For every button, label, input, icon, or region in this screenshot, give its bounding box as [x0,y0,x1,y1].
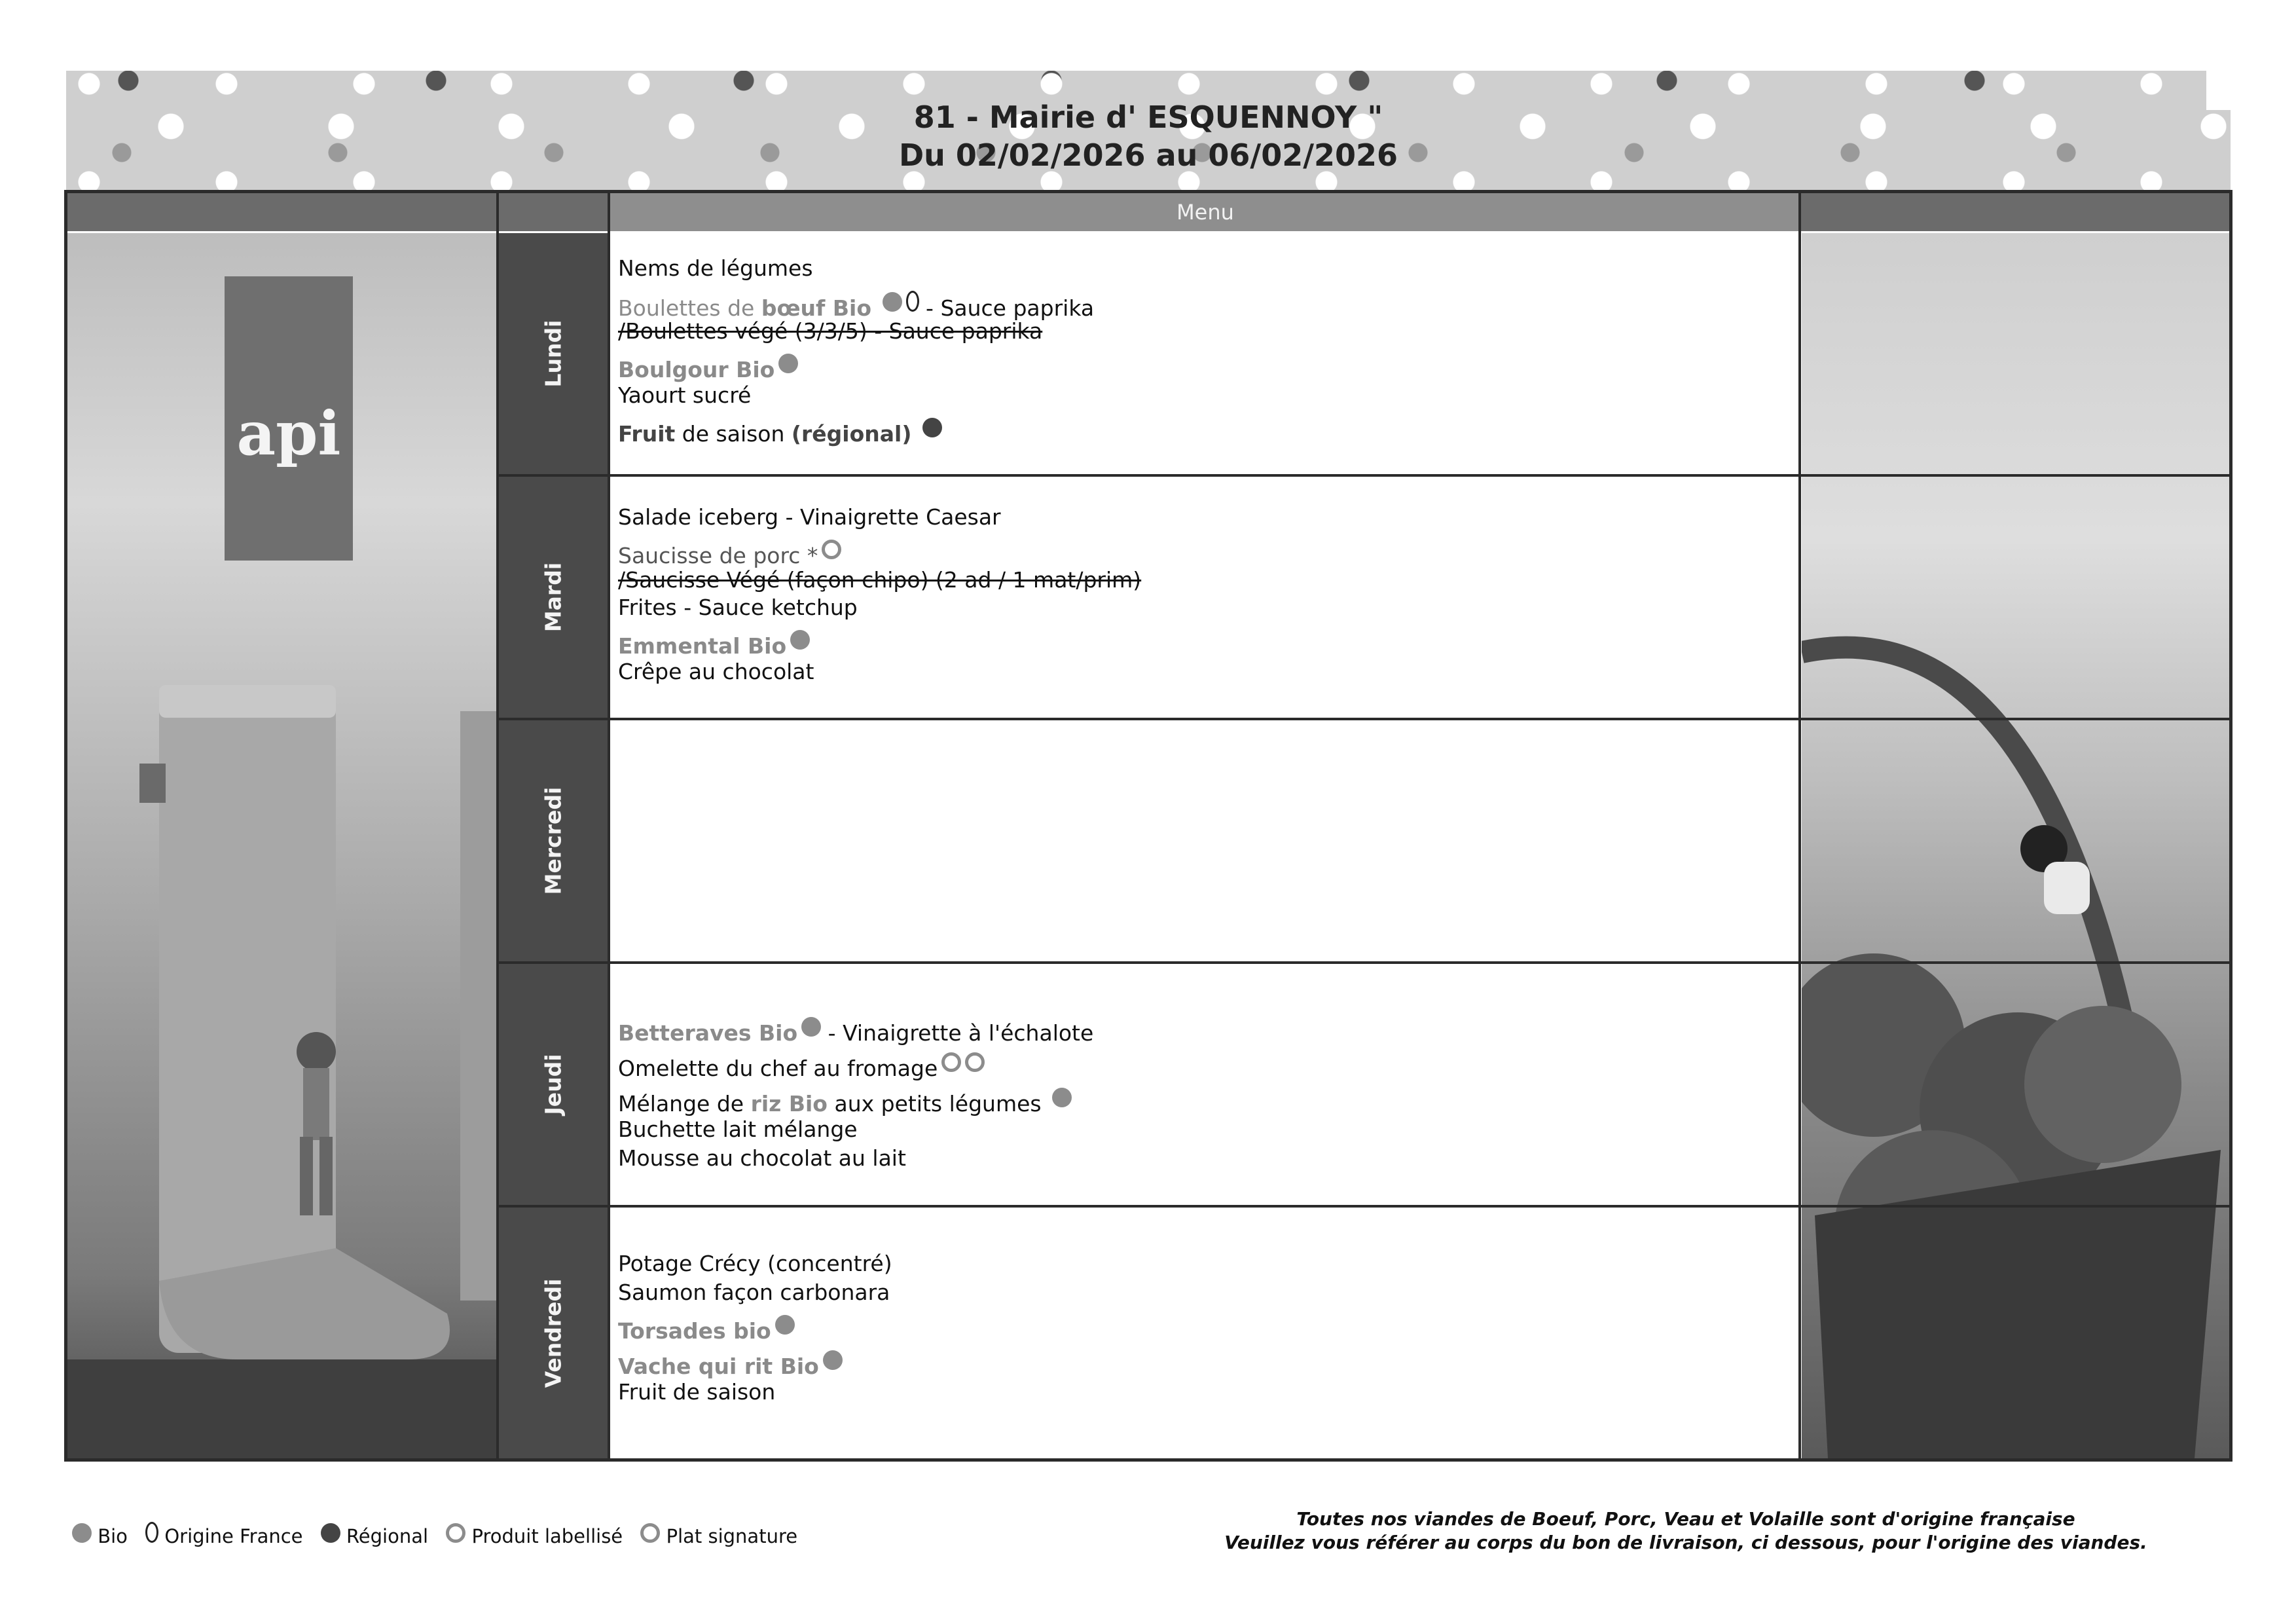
api-logo-text: api [236,398,341,469]
legend-plat-signature: Plat signature [666,1525,798,1547]
dish-line: Torsades bio [618,1315,795,1344]
dish-line-crossed: /Saucisse Végé (façon chipo) (2 ad / 1 mat/prim) [618,567,1142,593]
plat-signature-icon [965,1052,985,1072]
day-label: Mercredi [540,786,566,895]
api-logo [225,276,353,561]
dish-line: Frites - Sauce ketchup [618,595,858,620]
footer-note-line-1: Toutes nos viandes de Boeuf, Porc, Veau et Volaille sont d'origine française [1296,1508,2075,1530]
day-label: Lundi [540,320,566,388]
day-label: Vendredi [540,1278,566,1388]
dish-line: Buchette lait mélange [618,1116,858,1142]
dish-line: Mousse au chocolat au lait [618,1145,906,1171]
plat-signature-icon [640,1523,660,1543]
produit-labellise-icon [822,540,841,559]
dish-line: Boulettes de bœuf Bio - Sauce paprika [618,291,1094,322]
bio-icon [883,292,902,312]
row-divider [499,718,2229,720]
produit-labellise-icon [941,1052,961,1072]
day-band-jeudi [499,964,608,1205]
column-divider [608,190,610,1462]
legend-regional: Régional [346,1525,429,1547]
dish-line: Vache qui rit Bio [618,1350,843,1380]
dish-line: Saucisse de porc * [618,540,841,569]
row-divider [499,1205,2229,1208]
day-label: Mardi [540,562,566,633]
dish-line: Salade iceberg - Vinaigrette Caesar [618,504,1001,530]
dish-line: Emmental Bio [618,630,810,659]
footer-note-line-2: Veuillez vous référer au corps du bon de livraison, ci dessous, pour l'origine des viandes. [1224,1532,2147,1553]
row-divider [499,961,2229,964]
bio-icon [801,1017,821,1037]
dish-line: Yaourt sucré [618,382,752,408]
page-title [66,98,2231,174]
title-line-2: Du 02/02/2026 au 06/02/2026 [898,138,1398,173]
column-divider [1798,190,1801,1462]
dish-line-crossed: /Boulettes végé (3/3/5) - Sauce paprika [618,318,1043,344]
day-band-vendredi [499,1208,608,1458]
bio-icon [790,630,810,650]
legend-bio: Bio [98,1525,128,1547]
day-band-mercredi [499,720,608,961]
dish-line: Boulgour Bio [618,354,798,383]
regional-icon [922,418,942,437]
regional-icon [321,1523,340,1543]
bio-icon [775,1315,795,1335]
origine-france-icon [145,1522,158,1543]
bio-icon [72,1523,92,1543]
bio-icon [1052,1088,1072,1107]
right-photo-basket [1802,233,2229,1458]
dish-line: Potage Crécy (concentré) [618,1251,892,1276]
title-line-1: 81 - Mairie d' ESQUENNOY " [913,100,1383,135]
menu-column-header: Menu [610,193,1800,231]
legend-origine-france: Origine France [164,1525,303,1547]
dish-line: Omelette du chef au fromage [618,1052,985,1082]
day-label: Jeudi [540,1054,566,1115]
row-divider [499,474,2229,477]
dish-line: Mélange de riz Bio aux petits légumes [618,1088,1072,1117]
legend [72,1522,805,1549]
origine-france-icon [906,291,919,312]
day-band-mardi [499,477,608,718]
dish-line: Crêpe au chocolat [618,659,814,684]
bio-icon [823,1350,843,1370]
bio-icon [778,354,798,373]
dish-line: Nems de légumes [618,255,813,281]
dish-line: Fruit de saison (régional) [618,418,942,447]
day-band-lundi [499,233,608,474]
dish-line: Betteraves Bio - Vinaigrette à l'échalote [618,1017,1093,1046]
legend-produit-labellise: Produit labellisé [471,1525,623,1547]
dish-line: Saumon façon carbonara [618,1280,890,1305]
basket-illustration [1802,233,2229,1458]
dish-line: Fruit de saison [618,1379,776,1405]
left-photo-boot [67,233,498,1458]
produit-labellise-icon [446,1523,465,1543]
